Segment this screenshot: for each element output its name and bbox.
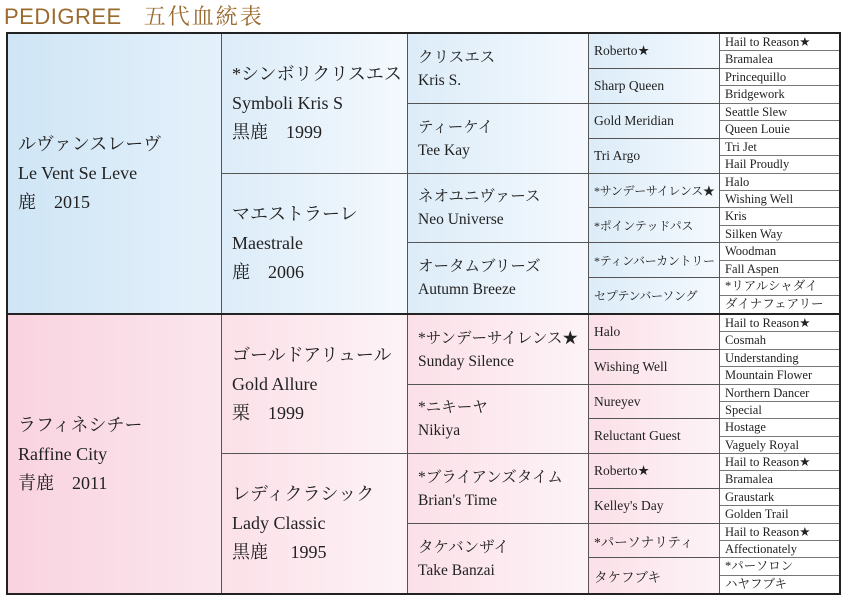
g4-horse-cell — [589, 34, 720, 69]
horse-name-jp: ゴールドアリュール — [232, 344, 392, 365]
horse-name: Understanding — [725, 350, 799, 365]
horse-name: Seattle Slew — [725, 104, 788, 119]
g4-horse-cell — [589, 385, 720, 419]
horse-name: Hail to Reason★ — [725, 524, 811, 539]
g3-horse-cell — [408, 524, 589, 593]
horse-name: Woodman — [725, 244, 777, 258]
g5-horse-cell — [720, 226, 839, 243]
pedigree-table — [6, 32, 841, 595]
horse-name-jp: クリスエス — [418, 48, 496, 66]
subtitle-text: 五代血統表 — [143, 4, 264, 29]
horse-name: Hostage — [725, 420, 766, 434]
horse-color-year: 黒鹿 1999 — [232, 122, 322, 142]
horse-name-jp: *シンボリクリスエス — [232, 64, 402, 84]
sire-dam-divider — [8, 313, 839, 315]
horse-name: Bramalea — [725, 52, 773, 66]
g5-horse-cell — [720, 558, 839, 576]
horse-name-jp: ネオユニヴァース — [418, 188, 541, 205]
horse-name: Queen Louie — [725, 122, 790, 136]
horse-name-en: Symboli Kris S — [232, 93, 344, 113]
horse-name-en: Tee Kay — [418, 141, 470, 159]
g5-horse-cell — [720, 69, 839, 86]
horse-name: Roberto★ — [594, 463, 650, 478]
g3-horse-cell — [408, 174, 589, 243]
g5-horse-cell — [720, 296, 839, 313]
g5-horse-cell — [720, 315, 839, 332]
horse-name: Bridgework — [725, 87, 785, 101]
horse-name: Halo — [594, 324, 621, 339]
g4-horse-cell — [589, 104, 720, 139]
g5-horse-cell — [720, 208, 839, 226]
horse-name-en: Brian's Time — [418, 491, 498, 509]
g5-horse-cell — [720, 385, 839, 402]
g5-horse-cell — [720, 402, 839, 419]
g5-horse-cell — [720, 367, 839, 385]
horse-name: Wishing Well — [594, 359, 668, 374]
horse-name: Gold Meridian — [594, 113, 674, 128]
horse-name-en: Kris S. — [418, 71, 462, 89]
horse-name: Vaguely Royal — [725, 437, 799, 452]
g4-horse-cell — [589, 243, 720, 278]
g4-horse-cell — [589, 558, 720, 593]
horse-name-jp: ラフィネシチー — [18, 414, 143, 435]
horse-name: Roberto★ — [594, 43, 650, 58]
horse-name: Bramalea — [725, 472, 773, 486]
horse-color-year: 鹿 2015 — [18, 192, 90, 212]
horse-name: *ティンバーカントリー — [594, 253, 715, 268]
horse-name: Kelley's Day — [594, 498, 664, 513]
horse-name: Graustark — [725, 489, 775, 504]
horse-color-year: 青鹿 2011 — [18, 472, 108, 493]
g4-horse-cell — [589, 174, 720, 208]
horse-name-jp: *ブライアンズタイム — [418, 468, 563, 486]
horse-name: Princequillo — [725, 69, 787, 84]
g2-horse-cell — [222, 454, 408, 593]
g3-horse-cell — [408, 454, 589, 524]
horse-name: Hail to Reason★ — [725, 315, 811, 330]
horse-name: *パーソロン — [725, 559, 794, 573]
horse-name: Golden Trail — [725, 507, 789, 521]
horse-name: Special — [725, 402, 762, 417]
g5-horse-cell — [720, 139, 839, 156]
g1-horse-cell — [8, 315, 222, 593]
g5-horse-cell — [720, 541, 839, 558]
horse-name-en: Maestrale — [232, 233, 303, 253]
g5-horse-cell — [720, 576, 839, 593]
g5-horse-cell — [720, 332, 839, 350]
title-text: PEDIGREE — [4, 4, 122, 29]
horse-name: *サンデーサイレンス★ — [594, 184, 715, 198]
g2-horse-cell — [222, 34, 408, 174]
horse-name-en: Nikiya — [418, 422, 461, 439]
horse-name: ダイナフェアリー — [725, 297, 824, 311]
g4-horse-cell — [589, 454, 720, 489]
g5-horse-cell — [720, 174, 839, 191]
g5-horse-cell — [720, 104, 839, 121]
horse-name-en: Raffine City — [18, 443, 108, 464]
horse-name: Nureyev — [594, 393, 641, 409]
g5-horse-cell — [720, 261, 839, 278]
horse-color-year: 黒鹿 1995 — [232, 542, 327, 562]
g3-horse-cell — [408, 385, 589, 454]
horse-name: *パーソナリティ — [594, 534, 694, 550]
page-title — [4, 3, 264, 31]
g5-horse-cell — [720, 454, 839, 471]
horse-name-en: Le Vent Se Leve — [18, 163, 138, 183]
g5-horse-cell — [720, 243, 839, 261]
horse-name: Tri Argo — [594, 148, 641, 163]
g5-horse-cell — [720, 471, 839, 489]
horse-name: Hail Proudly — [725, 157, 790, 171]
horse-name: *リアルシャダイ — [725, 279, 818, 293]
horse-name: タケフブキ — [594, 569, 661, 585]
horse-name-en: Autumn Breeze — [418, 281, 516, 298]
horse-name: Cosmah — [725, 333, 766, 347]
g4-horse-cell — [589, 315, 720, 350]
horse-name-jp: *ニキーヤ — [418, 399, 488, 416]
horse-name: Affectionately — [725, 541, 797, 556]
g4-horse-cell — [589, 489, 720, 524]
g5-horse-cell — [720, 524, 839, 541]
g4-horse-cell — [589, 350, 720, 385]
horse-name-en: Lady Classic — [232, 513, 326, 533]
horse-name-jp: タケバンザイ — [418, 538, 509, 556]
g5-horse-cell — [720, 419, 839, 437]
horse-name-jp: ティーケイ — [418, 118, 494, 136]
g5-horse-cell — [720, 350, 839, 367]
horse-name: Kris — [725, 209, 747, 223]
g4-horse-cell — [589, 524, 720, 558]
horse-name-jp: マエストラーレ — [232, 204, 358, 224]
horse-name: セプテンバーソング — [594, 289, 698, 303]
horse-name: Halo — [725, 174, 750, 189]
horse-color-year: 栗 1999 — [232, 402, 304, 423]
g5-horse-cell — [720, 86, 839, 104]
horse-name: Hail to Reason★ — [725, 34, 811, 49]
horse-name-en: Sunday Silence — [418, 352, 514, 370]
horse-name: Tri Jet — [725, 139, 757, 154]
horse-name: Mountain Flower — [725, 368, 813, 382]
horse-name: Hail to Reason★ — [725, 454, 811, 469]
horse-name-jp: *サンデーサイレンス★ — [418, 329, 579, 347]
g3-horse-cell — [408, 104, 589, 174]
g5-horse-cell — [720, 437, 839, 454]
g4-horse-cell — [589, 69, 720, 104]
g4-horse-cell — [589, 139, 720, 174]
g5-horse-cell — [720, 278, 839, 296]
g1-horse-cell — [8, 34, 222, 313]
horse-name-en: Neo Universe — [418, 211, 504, 228]
g3-horse-cell — [408, 315, 589, 385]
g5-horse-cell — [720, 156, 839, 174]
horse-name: Wishing Well — [725, 191, 794, 206]
g5-horse-cell — [720, 121, 839, 139]
horse-name-jp: レディクラシック — [232, 484, 375, 504]
horse-name-jp: オータムブリーズ — [418, 258, 541, 275]
g2-horse-cell — [222, 174, 408, 313]
g5-horse-cell — [720, 34, 839, 51]
horse-name: Silken Way — [725, 226, 783, 241]
g3-horse-cell — [408, 243, 589, 313]
horse-name-en: Gold Allure — [232, 373, 318, 394]
g4-horse-cell — [589, 278, 720, 313]
horse-name: Fall Aspen — [725, 261, 779, 276]
horse-name-jp: ルヴァンスレーヴ — [18, 134, 162, 154]
horse-name: Northern Dancer — [725, 385, 810, 400]
horse-color-year: 鹿 2006 — [232, 262, 304, 282]
g5-horse-cell — [720, 489, 839, 506]
horse-name: Sharp Queen — [594, 78, 665, 93]
g2-horse-cell — [222, 315, 408, 454]
g4-horse-cell — [589, 419, 720, 454]
g5-horse-cell — [720, 191, 839, 208]
horse-name: Reluctant Guest — [594, 428, 681, 443]
horse-name: *ポインテッドパス — [594, 218, 694, 233]
g5-horse-cell — [720, 506, 839, 524]
g4-horse-cell — [589, 208, 720, 243]
g3-horse-cell — [408, 34, 589, 104]
horse-name-en: Take Banzai — [418, 561, 495, 579]
g5-horse-cell — [720, 51, 839, 69]
horse-name: ハヤフブキ — [725, 577, 788, 591]
